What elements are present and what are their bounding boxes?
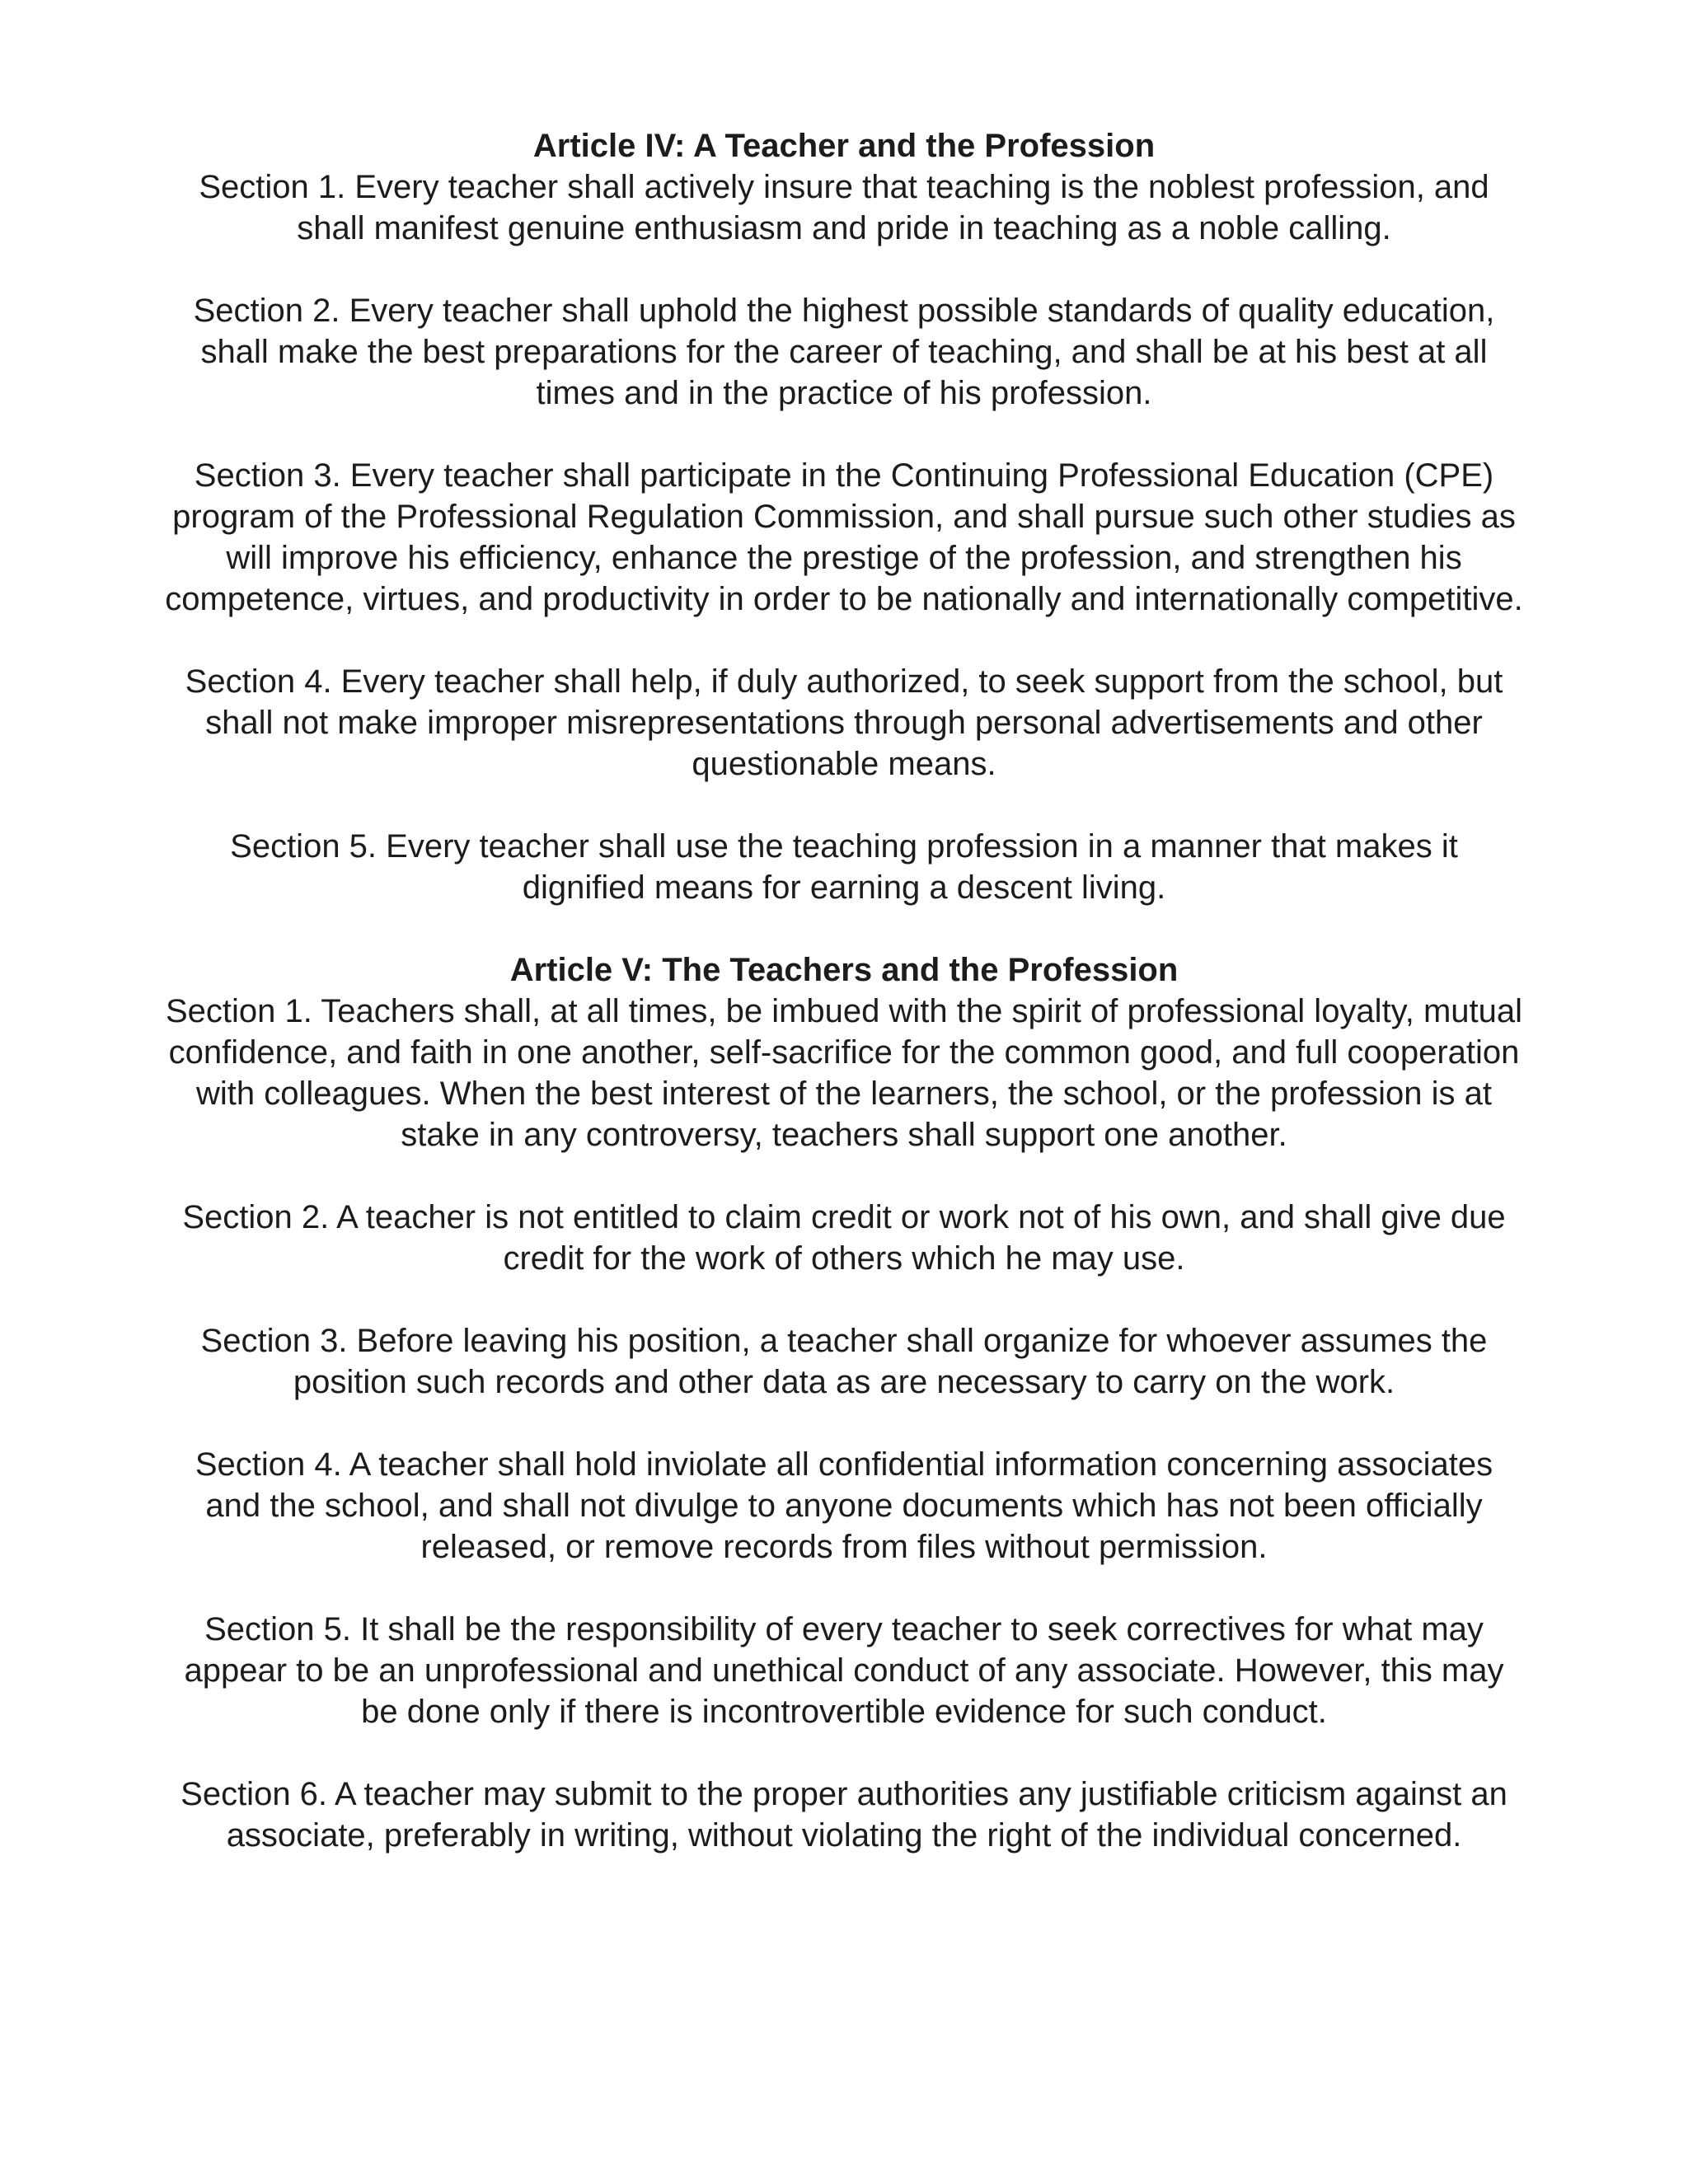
article-v-section-2: Section 2. A teacher is not entitled to claim credit or work not of his own, and shall give due credit for the work of others which he may use.: [182, 1199, 1506, 1277]
article-iv-section-5: Section 5. Every teacher shall use the teaching profession in a manner that makes it dignified means for earning a descent living.: [230, 828, 1458, 906]
document-body: [165, 125, 1523, 1897]
article-title: Article IV: A Teacher and the Profession: [532, 128, 1156, 164]
article-iv-section-3: Section 3. Every teacher shall participate in the Continuing Professional Education (CPE) program of the Professional Regulation Commission, and shall pursue such other studies as will improve his efficiency, enhance the prestige of the profession, and strengthen his competence, virtues, and productivity in order to be nationally and internationally competitive.: [165, 457, 1523, 617]
article-v-section-6: Section 6. A teacher may submit to the proper authorities any justifiable criticism against an associate, preferably in writing, without violating the right of the individual concerned.: [181, 1776, 1507, 1854]
article-v-section-3: Section 3. Before leaving his position, a teacher shall organize for whoever assumes the position such records and other data as are necessary to carry on the work.: [200, 1323, 1488, 1400]
article-title: Article V: The Teachers and the Profession: [509, 952, 1179, 988]
article-v-section-5: Section 5. It shall be the responsibility of every teacher to seek correctives for what may appear to be an unprofessional and unethical conduct of any associate. However, this may be done only if there is incontrovertible evidence for such conduct.: [184, 1611, 1504, 1730]
article-iv-section-2: Section 2. Every teacher shall uphold the highest possible standards of quality education, shall make the best preparations for the career of teaching, and shall be at his best at all times and in the practice of his profession.: [193, 293, 1495, 411]
article-iv: [165, 125, 1523, 908]
article-v-section-4: Section 4. A teacher shall hold inviolate all confidential information concerning associates and the school, and shall not divulge to anyone documents which has not been officially released, or remove records from files without permission.: [195, 1446, 1493, 1565]
article-iv-section-4: Section 4. Every teacher shall help, if duly authorized, to seek support from the school, but shall not make improper misrepresentations through personal advertisements and other questionable means.: [185, 663, 1503, 782]
article-iv-section-1: Section 1. Every teacher shall actively insure that teaching is the noblest profession, and shall manifest genuine enthusiasm and pride in teaching as a noble calling.: [199, 169, 1489, 246]
article-v: [165, 949, 1523, 1856]
article-v-section-1: Section 1. Teachers shall, at all times, be imbued with the spirit of professional loyalty, mutual confidence, and faith in one another, self-sacrifice for the common good, and full cooperation with colleagues. When the best interest of the learners, the school, or the profession is at stake in any controversy, teachers shall support one another.: [166, 993, 1522, 1153]
